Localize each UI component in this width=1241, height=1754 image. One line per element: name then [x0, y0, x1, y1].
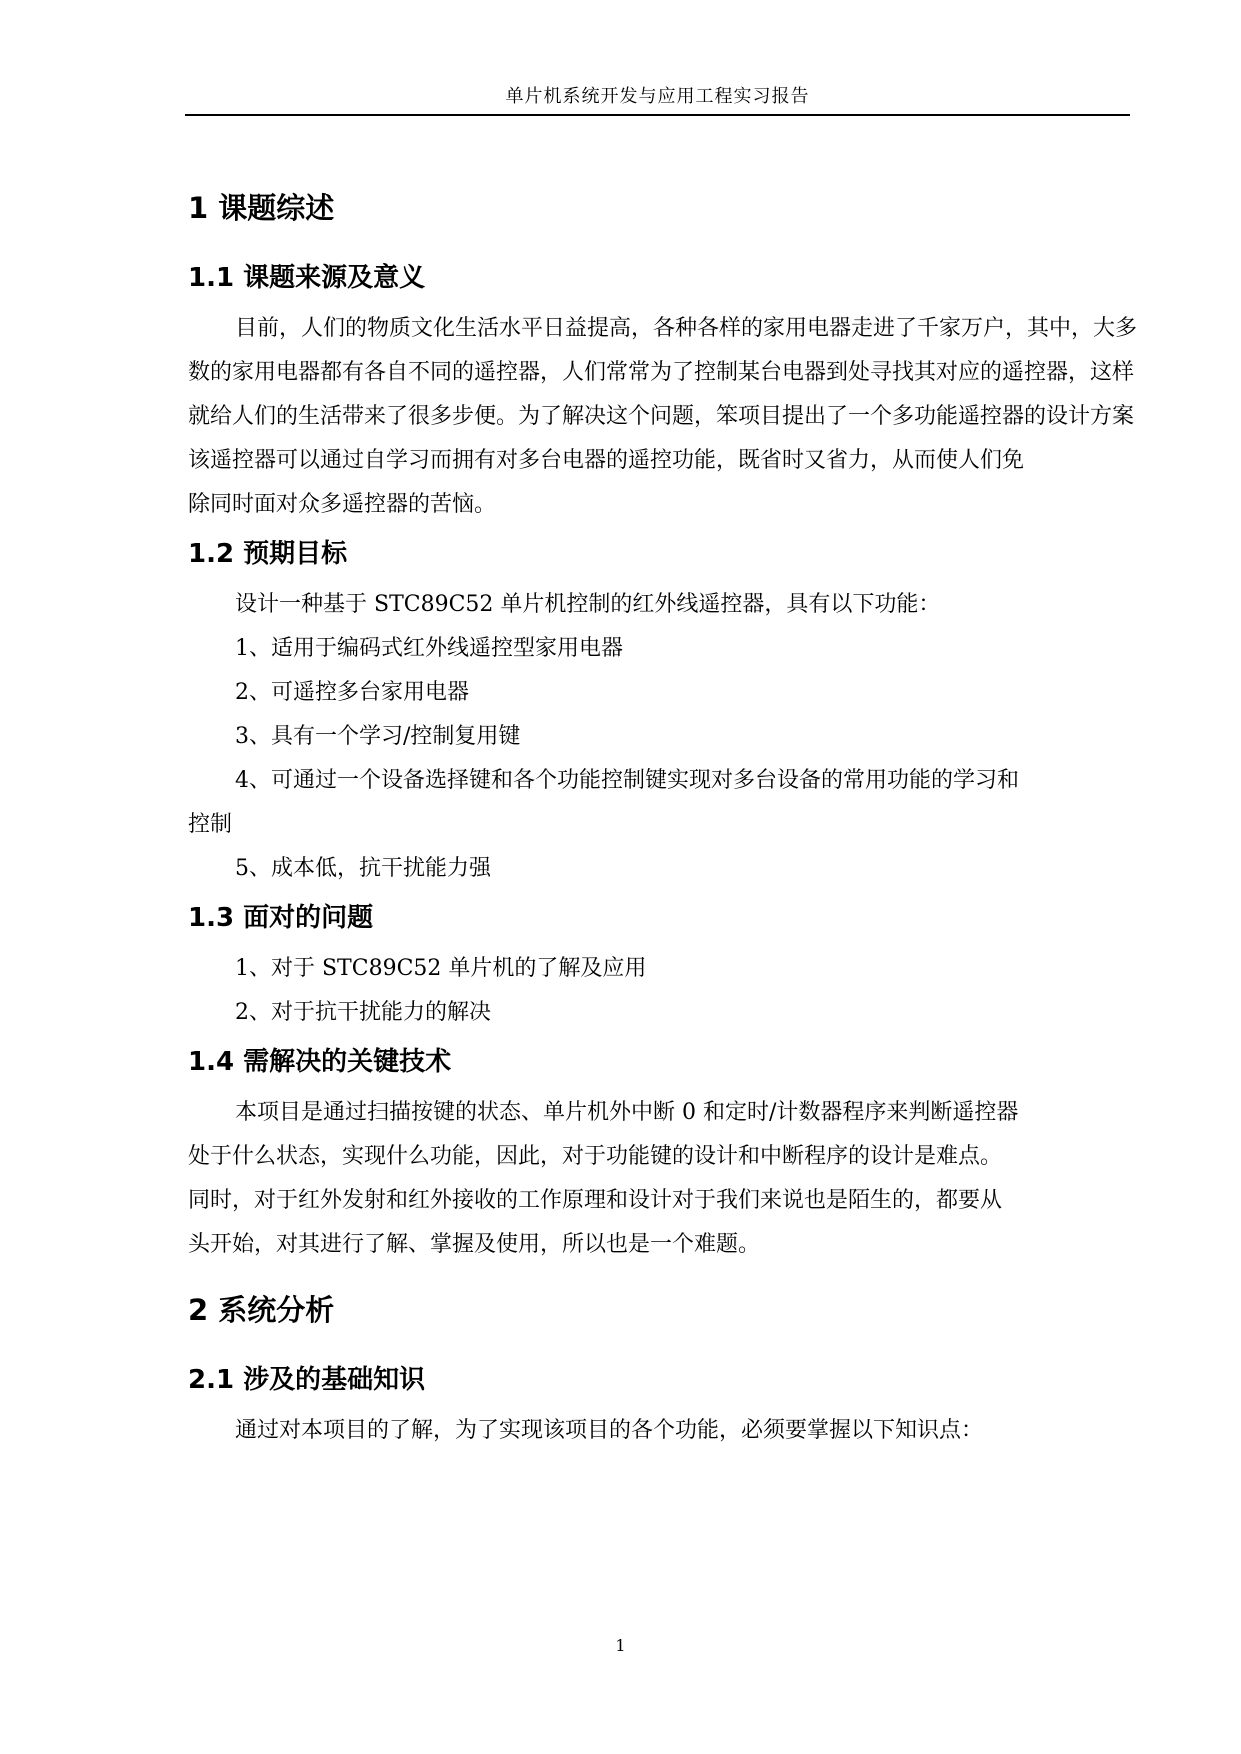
list-item: 1、适用于编码式红外线遥控型家用电器	[235, 636, 623, 661]
list-item-continuation: 控制	[188, 812, 233, 837]
paragraph-line: 数的家用电器都有各自不同的遥控器，人们常常为了控制某台电器到处寻找其对应的遥控器，这样	[188, 360, 1135, 385]
paragraph-line: 就给人们的生活带来了很多步便。为了解决这个问题，笨项目提出了一个多功能遥控器的设计方案	[188, 404, 1135, 429]
section-2-1-heading: 2.1 涉及的基础知识	[188, 1365, 426, 1395]
section-1-3-heading: 1.3 面对的问题	[188, 903, 374, 933]
paragraph-line: 该遥控器可以通过自学习而拥有对多台电器的遥控功能，既省时又省力，从而使人们免	[188, 448, 1025, 473]
paragraph-line: 本项目是通过扫描按键的状态、单片机外中断 0 和定时/计数器程序来判断遥控器	[235, 1100, 1019, 1125]
list-item: 3、具有一个学习/控制复用键	[235, 724, 521, 749]
page-number: 1	[615, 1636, 626, 1655]
list-item: 2、对于抗干扰能力的解决	[235, 1000, 491, 1025]
list-item: 1、对于 STC89C52 单片机的了解及应用	[235, 956, 647, 981]
header-title: 单片机系统开发与应用工程实习报告	[505, 86, 810, 107]
list-item: 4、可通过一个设备选择键和各个功能控制键实现对多台设备的常用功能的学习和	[235, 768, 1019, 793]
paragraph-line: 头开始，对其进行了解、掌握及使用，所以也是一个难题。	[188, 1232, 761, 1257]
section-1-2-heading: 1.2 预期目标	[188, 539, 348, 569]
paragraph-line: 处于什么状态，实现什么功能，因此，对于功能键的设计和中断程序的设计是难点。	[188, 1144, 1003, 1169]
paragraph-line: 设计一种基于 STC89C52 单片机控制的红外线遥控器，具有以下功能：	[235, 592, 941, 617]
paragraph-line: 同时，对于红外发射和红外接收的工作原理和设计对于我们来说也是陌生的，都要从	[188, 1188, 1003, 1213]
section-1-4-heading: 1.4 需解决的关键技术	[188, 1047, 452, 1077]
paragraph-line: 除同时面对众多遥控器的苦恼。	[188, 492, 497, 517]
chapter-1-heading: 1 课题综述	[188, 191, 335, 225]
paragraph-line: 通过对本项目的了解，为了实现该项目的各个功能，必须要掌握以下知识点：	[235, 1418, 984, 1443]
list-item: 5、成本低，抗干扰能力强	[235, 856, 491, 881]
page-header	[185, 86, 1130, 116]
section-1-1-heading: 1.1 课题来源及意义	[188, 263, 426, 293]
chapter-2-heading: 2 系统分析	[188, 1293, 335, 1327]
paragraph-line: 目前，人们的物质文化生活水平日益提高，各种各样的家用电器走进了千家万户，其中，大多	[235, 316, 1138, 341]
list-item: 2、可遥控多台家用电器	[235, 680, 469, 705]
